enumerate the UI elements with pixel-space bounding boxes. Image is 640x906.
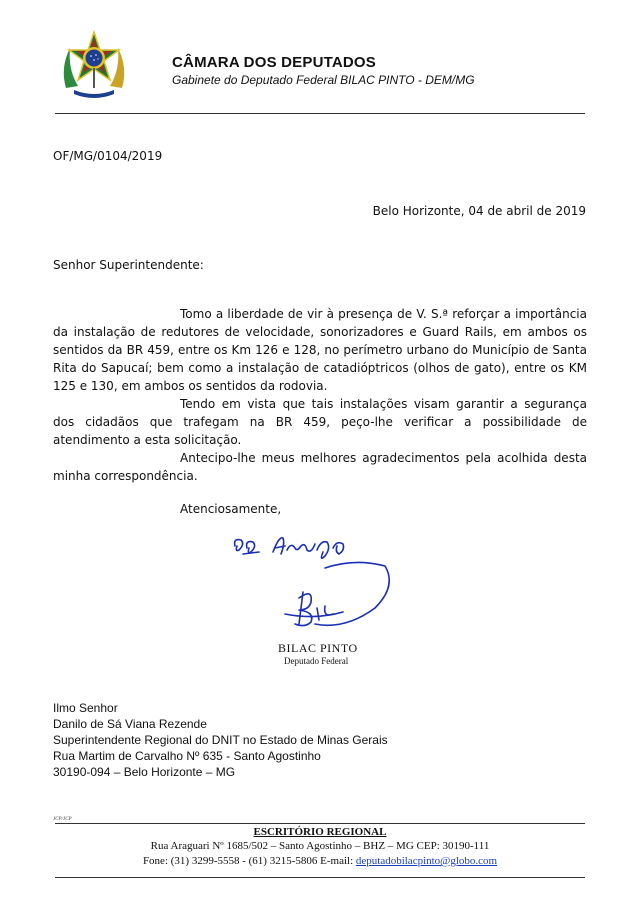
footer-divider-bottom (55, 877, 585, 878)
salutation: Senhor Superintendente: (53, 258, 204, 272)
footer-divider-top (55, 823, 585, 824)
signatory-name: BILAC PINTO (278, 641, 358, 655)
handwritten-signature (225, 528, 405, 638)
recipient-line: 30190-094 – Belo Horizonte – MG (53, 765, 236, 779)
recipient-line: Danilo de Sá Viana Rezende (53, 717, 207, 731)
institution-title: CÂMARA DOS DEPUTADOS (172, 54, 377, 71)
office-subtitle: Gabinete do Deputado Federal BILAC PINTO - DEM/MG (172, 73, 475, 87)
regional-office-address: Rua Araguari Nº 1685/502 – Santo Agostinho – BHZ – MG CEP: 30190-111 (150, 840, 490, 852)
recipient-block (53, 700, 388, 780)
letter-date: Belo Horizonte, 04 de abril de 2019 (372, 204, 586, 218)
closing: Atenciosamente, (180, 502, 282, 516)
typist-initials: JCP/JCP (53, 817, 72, 822)
signatory-role: Deputado Federal (284, 656, 349, 666)
document-reference: OF/MG/0104/2019 (53, 149, 163, 163)
email-link[interactable]: deputadobilacpinto@globo.com (355, 855, 498, 867)
brazil-coat-of-arms-icon (56, 28, 132, 104)
body-paragraph-2: Tendo em vista que tais instalações visam garantir a segurança dos cidadãos que trafegam na BR 459, peço-lhe verificar a possibilidade de atendimento a esta solicitação. (53, 397, 587, 447)
regional-office-title: ESCRITÓRIO REGIONAL (253, 826, 387, 838)
recipient-line: Ilmo Senhor (53, 701, 118, 715)
body-paragraph-1: Tomo a liberdade de vir à presença de V. S.ª reforçar a importância da instalação de redutores de velocidade, sonorizadores e Guard Rails, em ambos os sentidos da BR 459, entre os Km 126 e 128, no perímetro urbano do Município de Santa Rita do Sapucaí; bem como a instalação de catadióptricos (olhos de gato), entre os KM 125 e 130, em ambos os sentidos da rodovia. (53, 307, 587, 393)
phone-text: Fone: (31) 3299-5558 - (61) 3215-5806 E-mail: (142, 855, 356, 867)
recipient-line: Rua Martim de Carvalho Nº 635 - Santo Agostinho (53, 749, 321, 763)
body-paragraph-3: Antecipo-lhe meus melhores agradecimentos pela acolhida desta minha correspondência. (53, 451, 587, 483)
regional-office-contact (0, 855, 640, 867)
recipient-line: Superintendente Regional do DNIT no Estado de Minas Gerais (53, 733, 388, 747)
header-divider (55, 113, 585, 114)
